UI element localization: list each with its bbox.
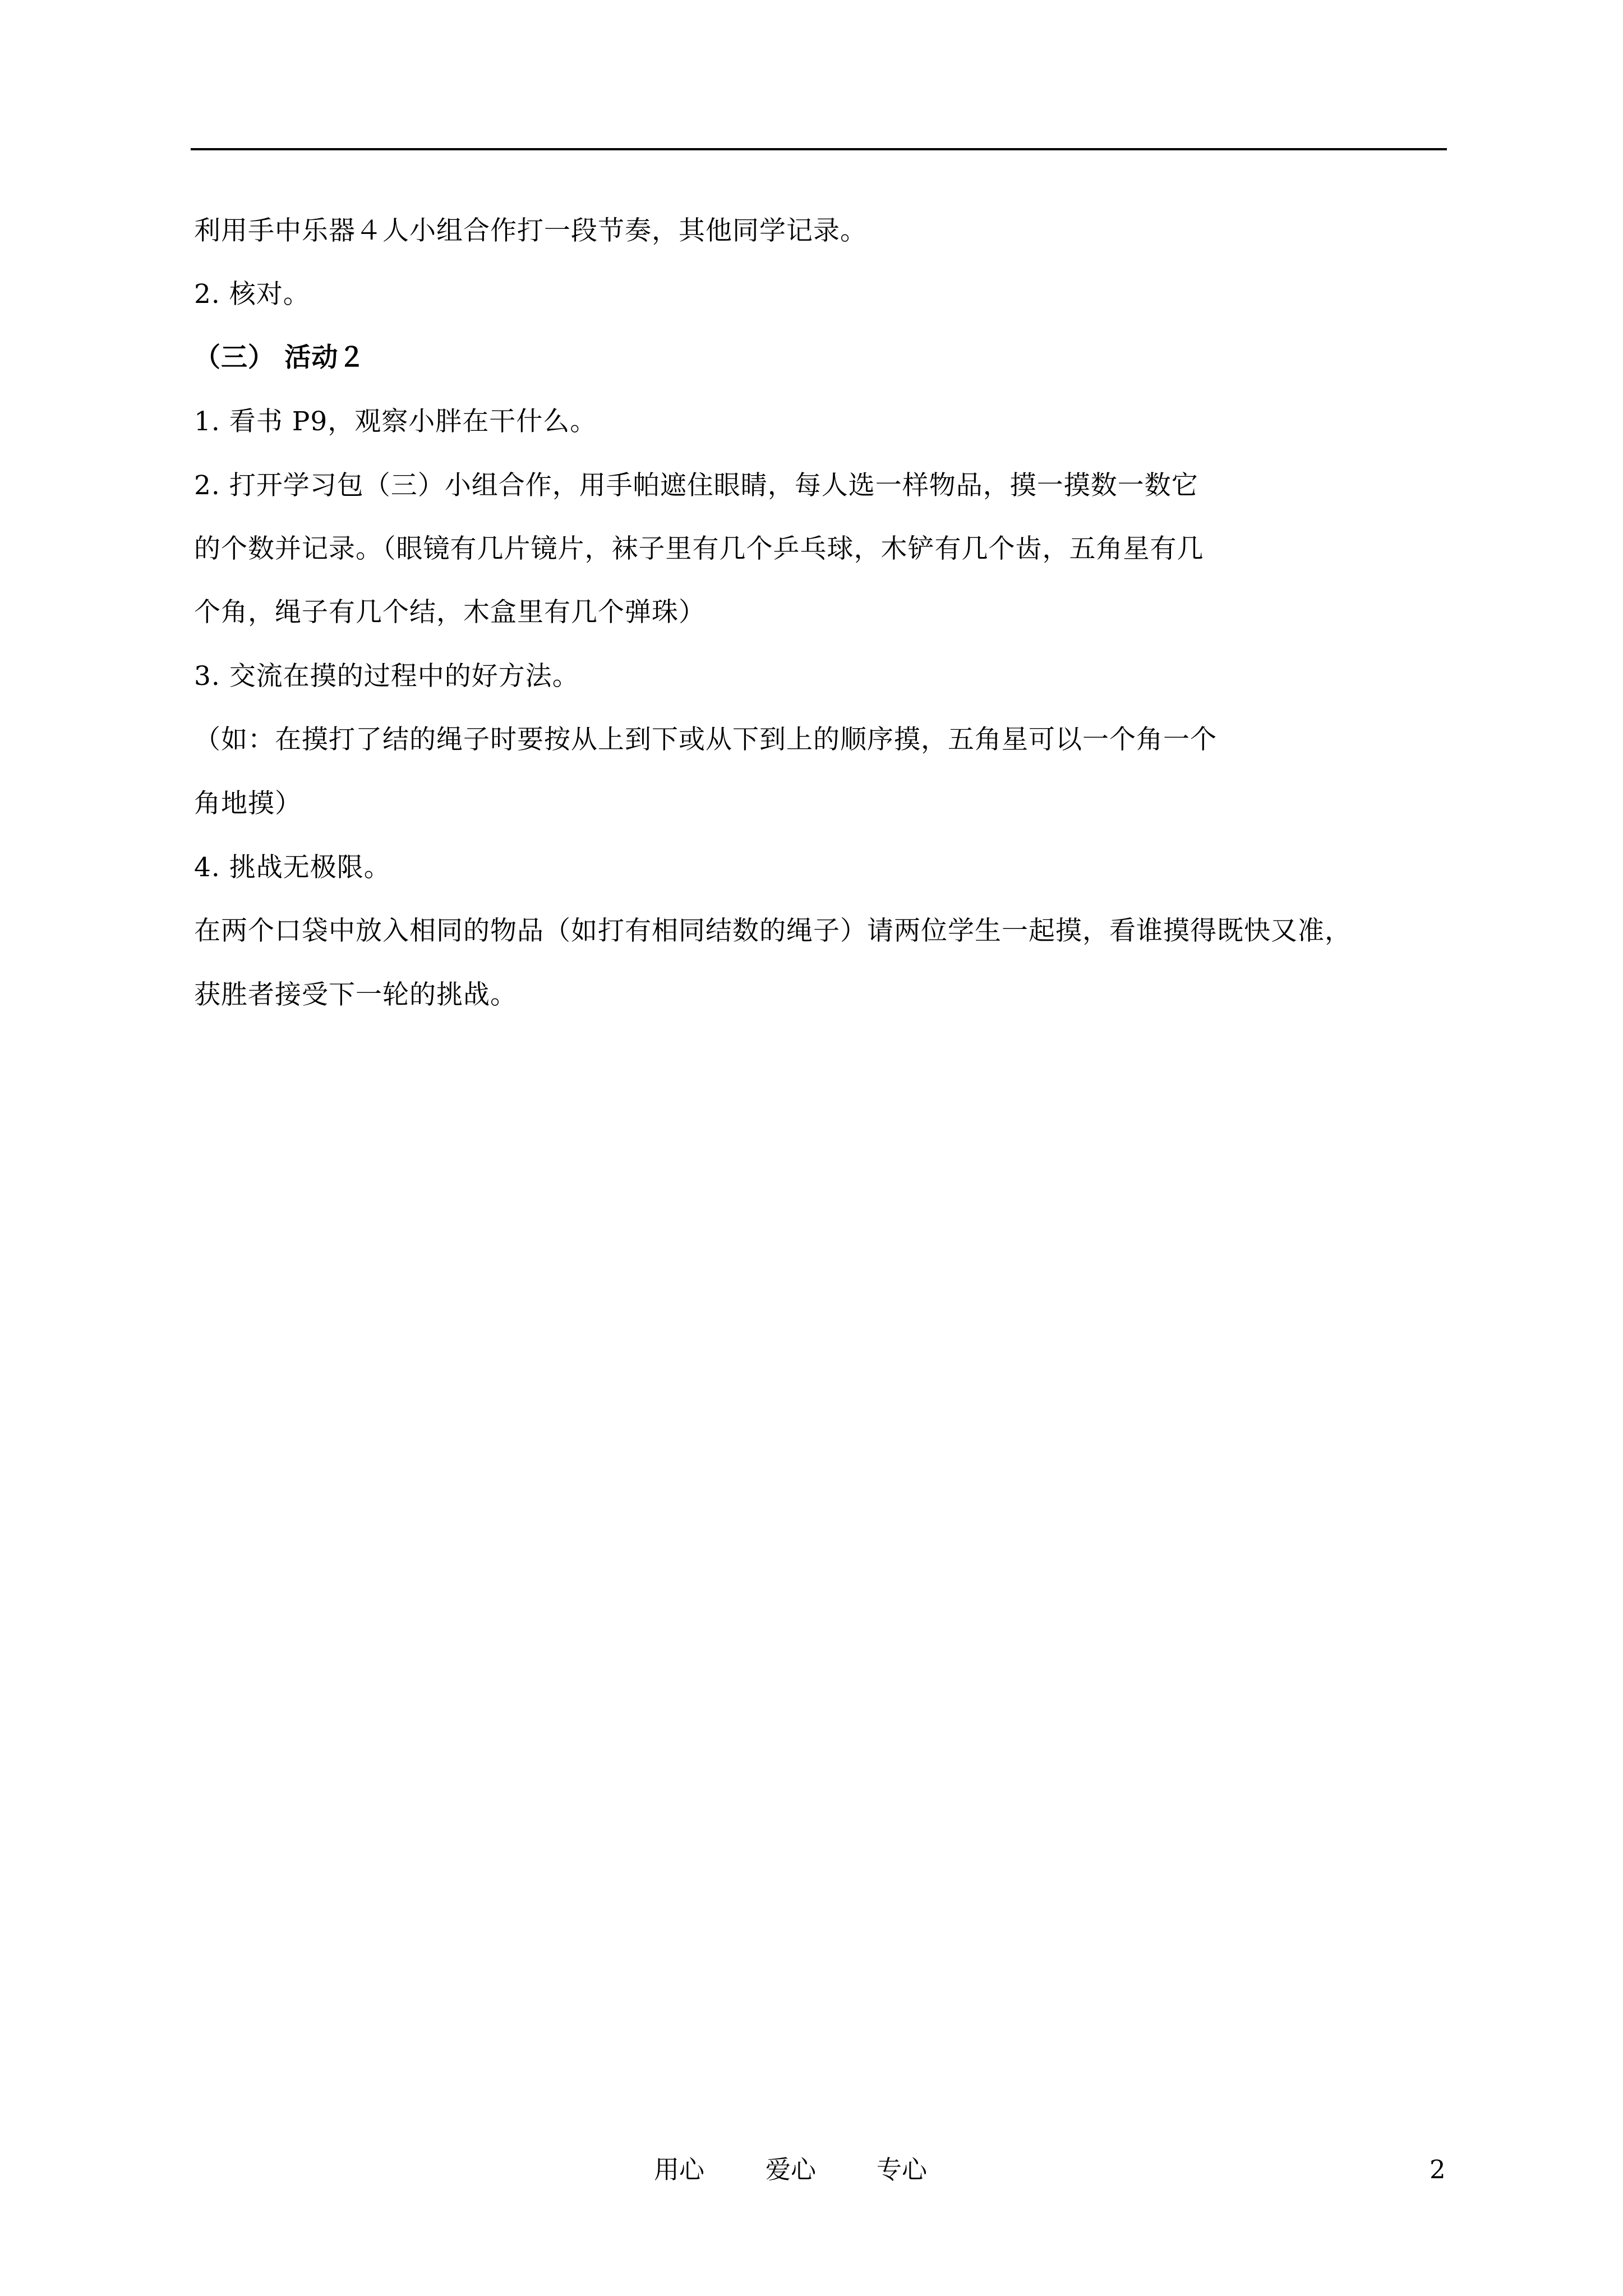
list-item-2-continued-a: 的个数并记录。（眼镜有几片镜片，袜子里有几个乒乓球，木铲有几个齿，五角星有几 xyxy=(194,533,1204,564)
example-note-line-2: 角地摸） xyxy=(194,788,302,819)
footer-motto-2: 爱心 xyxy=(766,2155,817,2184)
section-heading-activity-2: （三） 活动２ xyxy=(194,342,366,373)
list-item-4-challenge: 4. 挑战无极限。 xyxy=(194,852,391,883)
header-rule xyxy=(191,148,1447,150)
footer-motto-1: 用心 xyxy=(654,2155,705,2184)
list-item-1-read-book: 1. 看书 P9，观察小胖在干什么。 xyxy=(194,406,597,437)
body-line-1: 利用手中乐器４人小组合作打一段节奏，其他同学记录。 xyxy=(194,215,867,246)
page-number: 2 xyxy=(1430,2155,1446,2184)
list-item-2-check: 2. 核对。 xyxy=(194,279,310,310)
challenge-description-line-1: 在两个口袋中放入相同的物品（如打有相同结数的绳子）请两位学生一起摸，看谁摸得既快又准， xyxy=(194,915,1352,946)
list-item-2-continued-b: 个角，绳子有几个结，木盒里有几个弹珠） xyxy=(194,597,706,628)
example-note-line-1: （如：在摸打了结的绳子时要按从上到下或从下到上的顺序摸，五角星可以一个角一个 xyxy=(194,724,1217,755)
challenge-description-line-2: 获胜者接受下一轮的挑战。 xyxy=(194,979,517,1010)
list-item-3-share-methods: 3. 交流在摸的过程中的好方法。 xyxy=(194,661,579,692)
list-item-2-group-work: 2. 打开学习包（三）小组合作，用手帕遮住眼睛，每人选一样物品，摸一摸数一数它 xyxy=(194,470,1198,501)
footer-motto-3: 专心 xyxy=(877,2155,928,2184)
